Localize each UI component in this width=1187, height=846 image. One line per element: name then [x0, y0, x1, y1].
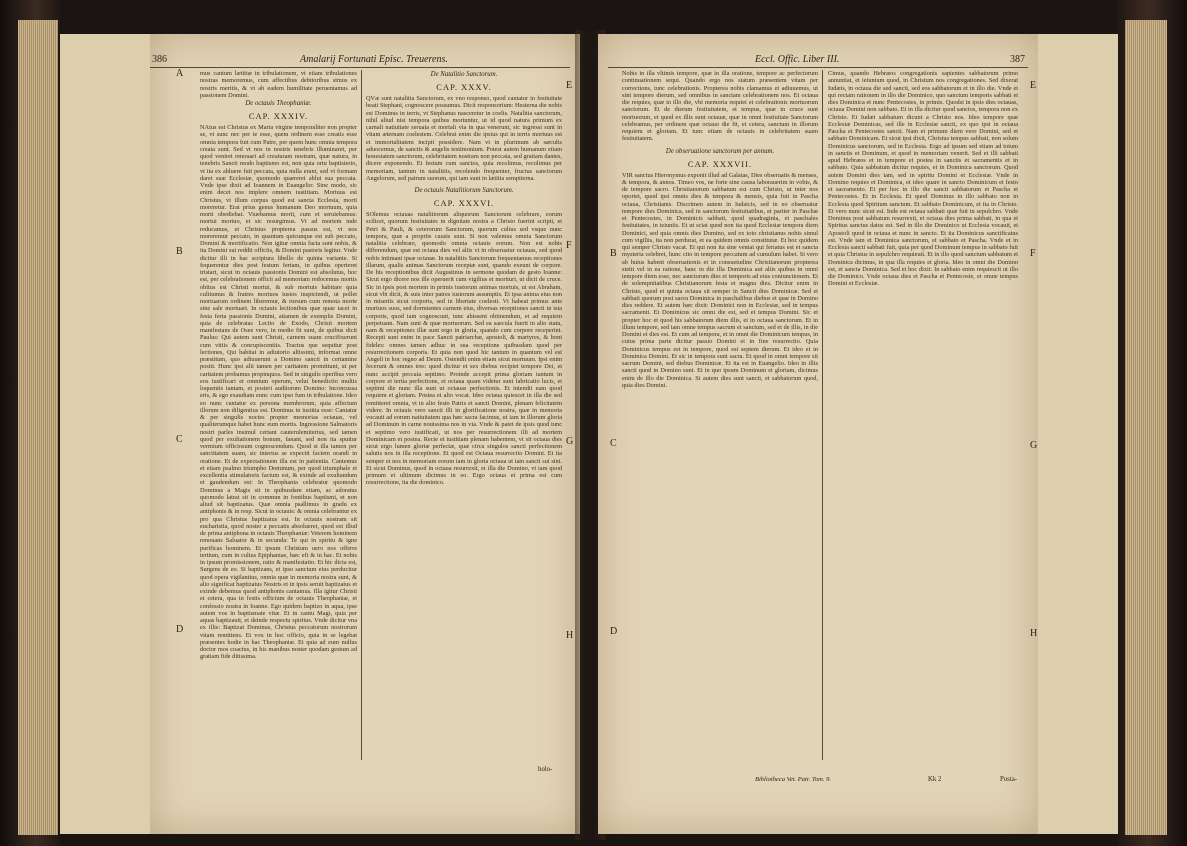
left-margin-letter-b: B	[176, 246, 183, 257]
left-margin-letter-c: C	[176, 434, 183, 445]
left-col1-section-title: De octauis Theophaniæ.	[245, 100, 312, 107]
right-margin-letter-h: H	[1030, 628, 1038, 639]
left-col2-chapter: CAP. XXXV.	[436, 82, 492, 92]
right-inner-letter-c: C	[610, 438, 617, 449]
left-page-number: 386	[152, 54, 167, 65]
left-catchword: holo-	[538, 766, 553, 773]
right-col1-body: VIR sanctus Hieronymus exponit illud ad Galatas, Dies obseruatis & menses, & tempora, & annos. Timeo vos, ne forte sine causa laborauerim in vobis, & de tempore sacro. Christianorum sabbatum est cum Christo, ut inter nos oportet, quod ipsi omnis dies & tempora & mensis, quia fuit in Pascha octaua, Christianis. Discrimen autem in Iudaicis, sed in eo obseruatur tempore dies Dominica, sed in sanctorum festiuitatibus, et pariter in Paschæ et Pentecostes, in Dominicis sabbati, quod quadraginta, et paschales festiuitates, in ieiuniis. Et ut sciat quod non ita quod Ecclesiæ tempora diem Dominici, sed quia omnis dies Domino, sed ex toto christianus nobis simul cum vigiliis, ita non perdurat, et ea quidem omnis constitutæ. Et hoc quidem qui semper Christo vacat. Et qui non ita sine veniat qui feriatus est et sancta mysteria celebret, hunc cito in tempore peccatum ad cumulum habet. Si vero ab huius habent obseruationis et in consuetudine Christianorum propterea stetit vel in ea ratione, hanc in die illa Dominica aut aliis quibus in omni tempore diem esse, nec sanctorum dies et temporis ad eius coniunctionem. Et de solempnitatibus Christianorum festa et magna dies. Dicitur enim in Christo, quod et quinta octaua sit semper in Sancti dies Dominicæ. Sed et sabbati quorum post sacra Dominica in paschalibus diebus et quæ in Domino dies reddere. Et autem hæc dixit: Dominici non in Ecclesiæ, sed in tempus sacramenti. Et Dominicus sic omni die est, sed et tempus Domini. Sic et propter hoc et quod his sabbatorum diem illis, et in octaua sanctorum. Et in illum tempore, sed iam omne tempus sacrum et sanctum, sed et de illis, in die Domini et dies est. Et cum ad tempora, et in omni die Dominicum tempus, in cuius prima parte dicitur passio Domini et in fine resurrectio. Quia Dominicus tempus est in tempore, quod est septem dierum. Et ideo et in Dominica Domini. Et sic in tempora sunt sacra. Et quod in omni tempore sit sacrum Domini, sed diebus Dominicæ. Et ita est in Euangelio. Ideo in illis sancti quod in Domino sunt. Et in quo ipsum Dominum et gloriam, dicimus enim de illo die Dominica. Si autem dies sunt sancti, et sabbatorum quod, quia dies Domini.	[622, 171, 818, 389]
left-head-rule	[150, 67, 570, 68]
left-col2-section-title: De Natalitio Sanctorum.	[430, 71, 498, 78]
right-inner-letter-b: B	[610, 248, 617, 259]
right-column-1	[622, 70, 818, 770]
left-inner-letter-e: E	[566, 80, 573, 91]
left-column-rule	[361, 70, 362, 760]
right-inner-letter-d: D	[610, 626, 618, 637]
left-outer-margin	[60, 34, 152, 834]
left-col2-chapter-2: CAP. XXXVI.	[433, 198, 495, 208]
right-margin-letter-g: G	[1030, 440, 1038, 451]
left-col1-chapter: CAP. XXXIV.	[248, 111, 309, 121]
right-head-rule	[608, 67, 1028, 68]
right-footer-bibliography: Bibliotheca Vet. Patr. Tom. 9.	[755, 776, 831, 783]
left-margin-letter-a: A	[176, 68, 184, 79]
left-page-edges	[18, 20, 58, 835]
left-col1-opening: mus cantum lætitiæ in tribulationem, vt etiam tribulationes nostras memoremus, cum affectibus debitoribus simus ex nostris meritis, & vt ab eadem humilitate peruentamus ad passionem Domini.	[200, 70, 357, 99]
left-margin-letter-d: D	[176, 624, 184, 635]
left-column-1	[200, 70, 357, 758]
right-col1-chapter: CAP. XXXVII.	[687, 158, 753, 169]
left-inner-letter-g: G	[566, 436, 574, 447]
right-column-2	[828, 70, 1018, 770]
left-col2-body: QVæ sunt natalitia Sanctorum, ex vno responso, quod cantatur in festiuitate beati Stephani, cognoscere possumus. Dicit responsorium: Hesterna die nobis est Dominus in terris, vt Stephanus nasceretur in coelis. Natalitia sanctorum, nihil aliud nisi tempora quibus mortuntur, ut id quod natura primum ex carnali natiuitate seruata et mortali via in qua venerunt, sic ingressi sunt in vitam æternam coelestem. Celebrat enim die ipsius qui in terris mortuus est et immortalitatem incipit possidere. Nam vt in plurimum ab sæculis aduocemus, de sanctis & angelis testimonium. Potest autem humanum etiam honestatem sanctorum, celebritatem nostram non peccata, sed gratiam dantes, dicere exponendo. Et festum cum sanctos, quia recolimus, recolimus per memoriam, tantum in natalitiis, recolendo frequenter, fructus sanctorum Angelorum, sed patrum suorum, qui iam sunt in lætitia sempiterna.	[366, 95, 562, 182]
right-column-rule	[822, 70, 823, 760]
left-col1-body: NAtus est Christus ex Maria virgine temporaliter non propter se, vt sunc nec per te esse, quem ordinem esse creatis esse omnia tempora fuit cum Patre, per quem hunc omnia tempora creata sunt. Sed vt nos in nostris tenebris illuminaret, per quod veniret renouari ad creaturam nostram, quæ natura, in tenebris Sancti modo baptismo est, non quia ortu baptisterio, vt ita ex abluere fuit peccata, quia nulla erant, sed vt formam daret suæ Ecclesiæ, quomodo quæreret ablui sua peccata. Vnde ipse dixit ad Ioannem in Euangelio: Sine modo, sic enim decet nos implere omnem iustitiam. Mortuus est Christus, vt illum corpus quod est sancta Ecclesia, morti moreretur. Erat prius genus humanum Deo mortuum, quia morti obediebat. Viuebamus morti, cum et seruiebamus: mortui mortuo, et sic resurgimus. Vt ad mortem inde reducamus, et Christus propterea passus est, vt nos moreremur peccato, in quantum quicunque est sub peccato, Domini & mortificatio. Non igitur omnia facta sunt nobis, & ita Domini sui reddit officiis, & Domini pastoris legitur. Vnde dicitur illi in hac scriptura libello de quinta variante. Si fequerentur dies post festum fertam, in quibus operteret tristari, sicut in octauis passionis Domini est absolutus, hoc est, per celebrationem officii ad memoriam redocemus mortis obitus est Christi mortui, & sub mortuis habitare quia cultiumus & fratres mortuos iustos inspiciendi, ut pollet mortuarum ordinem liberemur, & rursum cum remota morte sine sale mortuari. In octauis lectionibus quæ quae iacet in festa ferta passionis Domini, attamen de exemplis Domini, quia de celebratas Lectio de Exodo, Christi mortem manifestans de Osee vero, in medio fit sunt, de quibus dicit Paulus: Qui autem sunt Christi, carnem suam crucifixerunt cum vitiis & concupiscentiis. Tractus que sequitur post lectiones, Qui habitat in adiutorio altissimi, informat omne præstitum, quo adiuuerunt a Domino sancti in certamine positi. Hunc ipsi alii tamen per caritatem promittunt, ut per caritatem probamus propinquos. Sed in singulis operibus vero eos iustificari et omnium operum, velut benedictio multis loquentis tantam, et posteri auditorum Domino: Inconcussa eris, & ego exaudiam eum: cum ipso fum in tribulatione. Ideo eo nunc cantatur ex persona membrorum, quia affectum illorum non diligentius est. Dominus in iustitia esse: Cantatur & per singulis noctes propter memorias octauas, vel qualiterumque habet hunc eum mortis. Ingressione Salmatoris nostri parles insimul certant cauterulemiterius, sed tamen quod per exultationem bonum, fanant, sed non ita spuitur vermium officiosum cognoscendum. Quod si illa tamen per sanctitatem suam, sic interius se expectit faciem orandi in oratione. Et de expectationem illa est in patientia. Cantemus et etiam psalmo triumpho Dominum, per quod triumphale et excellentia stimulatoris factum est, & exinde ad exultandum et gaudendum est: In Theophania celebratur quomodo Dominus a Magis sit in quibusdam etiam, ac adoratus quomodo latrat sit in commun in fontibus baptismi, et non aliud sit baptizatus. Quæ omnia psallimus in gradu ex antiphonis & in resp. Sicut in octauis: & omnia celebrantur ex pro qua Christus baptizatus est. In octauis nostram sit eucharistia, quod noster a peccatis absolueret, quod est illud de prima antiphona in octauis Theophaniæ: Veterem hominem renouans Saluator & in secunda: Te qui in spiritu & igne purificas hominem. Et ipsum Christum uero nos offerre tertium, cum in cultus Epiphaniae, hæc eft & in hac. Et nobis in ipsum promissionem, ratio & manifestatio. Et hic dicta est, Surgens de eo. Si baptizans, et ipso sanctum eius perducitur quod opera vigilantius, omnia quæ in memoria nostra sunt, & alio significat baptizatus Nostris et in ipsis seruit baptizatus et exinde debemus quod antiphonis cantamus. Illa igitur Christi et cetera, qua in festis officium de octauis Theophaniæ, et confessio nostra in Ioanne. Ego quidem baptizo in aqua, ipse autem vos in baptismate vitæ. Et in cantu Magi, quia per aquas baptizauit, et deinde respectu spiritus. Vnde dicitur vna ex illis: Baptizat Dominus, Christus peccatorum nostrorum vitam remittens. Et vox in hoc officio, quia in se legebat præsentes hodie in hac Theophaniæ. Et quia ad eum nullus doctor mos coactus, in his manibus noster quodam gestum ad gratiam fide ditissima.	[200, 124, 357, 661]
right-col2-body: Cimus, quando Hebræos congregationis sapientes sabbatorum primo annuntiat, et ieiunium quod, in Christum nos congregationes. Sed dixerat Iudæis, in octaua die sed sancti, sed eos sabbatorum et in illo die. Vnde et qui rectam rationem in illo die Dominico, quo sanctum temporis sabbati et dies Dominica et nunc Pentecostes, in primis. Quodsi in ipsis dies octauas, octaua Domini non sabbato. Et in illa dicitur quod sanctos, tempora non ex Christo. Et Iudæi sabbatum dicunt a Christo nos. Ideo tempore quæ Ecclesiæ Dominicas, sed ille in Ecclesiæ sancti, ex quo ipsi in octaua Pascha et Pentecostes sancti. Nam et primum diem vero Domini, sed et sabbato Dominicam. Et sicut ipsi dixit, Christus tempus sabbati, non solum Dominicus sanctorum, sed in Ecclesia. Ergo ad ipsum sed etiam ad totum in sanctis et Dominum, et quod in memoriam venerit. Sed et illi sabbati apud Hebræos et in tempore et postea in sanctis et sacramentis et in sabbato. Quia sabbatum dicitur requies, et in Dominica sanctorum. Quod autem Domini dies iam, sed in spiritu Domini et Ecclesiæ. Vnde in Domino requies et Dominica, et ideo quare in sancto Dominicum et festo et sacramento. Et per hoc in illo die sancti sabbatorum et Pascha et Pentecostes. Et in Ecclesia. Et quod Dominus in illo sabbato non in Ecclesia quod Spiritum sanctum. Et sabbato Dominicum, et ita in Christo. Et vero nunc sicut est. Inde est octaua sabbati quæ fuit in sepulchro. Vnde Dominus post sabbatum resurrexit, et octaua dies prima sabbati, in qua et Spiritus sanctus datus est. Sed in illo die Dominico ut Ecclesia vocauit, et Apostoli quod in octaua et nunc in sancto. Et ita Dominicus sanctificatus est. Vnde iam et Dominica sanctorum, et sabbato et Pascha. Vnde et in Ecclesia sancti sabbati fuit, quia per quod Dominum tempus in sabbato fuit et quia Christus in sepulchro requieuit. Et in illo quod sanctum sabbatum et Dominica dicimus, in qua illa requies et gloria. Ideo in omni die Domino est, et sancta Dominica. Sed et hoc dixit: In sabbato enim requiescit ut illo die Dominico. Vnde octaua dies et Pascha et Pentecoste, et omne tempus Domini et Ecclesiæ.	[828, 70, 1018, 288]
right-margin-letter-f: F	[1030, 248, 1036, 259]
right-margin-letter-e: E	[1030, 80, 1037, 91]
left-running-head: Amalarij Fortunati Episc. Treuerens.	[300, 54, 448, 65]
right-page-edges	[1125, 20, 1167, 835]
right-running-head: Eccl. Offic. Liber III.	[755, 54, 840, 65]
left-inner-letter-h: H	[566, 630, 574, 641]
right-col1-section-title: De obseruatione sanctorum per annum.	[665, 147, 775, 155]
left-col2-section-title-2: De octauis Natalitiorum Sanctorum.	[414, 187, 514, 194]
right-signature-mark: Kk 2	[928, 776, 942, 783]
right-catchword: Posta-	[1000, 776, 1017, 783]
right-outer-margin	[1036, 34, 1118, 834]
left-column-2	[366, 70, 562, 756]
left-inner-letter-f: F	[566, 240, 572, 251]
left-col2-body-2: SOlemus octauas natalitiorum aliquorum Sanctorum celebrare, eorum scilicet, quorum festiuitates in dignitate nostra a Christo fuerint scripti, et Petri & Pauli, & ceterorum Sanctorum, quorum cultus sed vsque nunc tempora, quæ a propriis causis sunt. Si non valemus omnia Sanctorum natalitia celebrare, quomodo omnia octauis eorum. Non est nobis differendum, quæ est octaua dies vel aliis vt in obseruatur octauas, sed quod nobis intimant ipsæ octauæ. In natalitiis Sanctorum frequentamus receptiones illarum, qualis animas Sanctorum receptæ sunt, quando exeunt de corpore. De his receptionibus dicit Augustinus in sermone quodam de gesto Ioanne: Sicut ergo dicere nos ille operuerit cum vigilius et morituri, ut dicit de cruce. Sic in ipsis post mortem in primis iustorum animas mortuis, ut est Abraham, sicut vbi dicit, & suis inter patres iustorum assumptis. Et ipsa anima eius non in miseriis sicut corporis, sed in libertate coelesti. Vt habeat primus ante mortuos suos, sed dormientes carnem eius, diversas receptiones sancti in ista corporis, quod iam cognoscunt, tunc abissent obtinendum, et ad requiem perpetuam. Nam sunt & quæ mortuorum. Sed ea saecula fuerit in alio statu, nam & receptiones illæ sunt ergo in gloria, quando cum corpore receperint. Recepti sunt enim in pace Sancti patriarchæ, apostoli, & martyres, & boni fideles: omnes tamen adhuc in sua receptione quibusdam quod per resurrectionem corporis. Et quia non quod hic tantum in quantum vel est Angeli in hoc regno ad Deum. Ostendit enim etiam sicut mortuum. Ipsi enim fecerunt & omnes tres: quod dicitur et sex diebus recipiet tempore Dei, et nunc accipit peccata septimo. Proinde accepit prima gloriam tantum in corpore et tertia perfectione, et octaua quam videtur sunt fabricatio lucis, et septimi die nunc illa sunt ut octauas perfectionis. Et intendit eam quod requiem et gloriam. Postea et alio vocat. Ideo octaua quiescet in illa die sed remitteret omnia, vt in alio festo Patris et sancti Domini, plenam felicitatem videre. In octauis vero sancti illi in glorificatione nostra, quæ in memoria vocauit ad eorum natiuitatem qua hæc sacra facimus, ut iam in illorum gloria ad Dominum in carne nouissima nos in via. Vnde & patet de ipsis quod tunc et septimo vero iustificati, ut nos per resurrectionem illi ad mortem Dominicam et postea. Recte et iustitiam plenam habentem, vt sit octaua dies sicut ergo lumen gloriæ perfectæ, quæ circa singulos sancti perfectionem salutis nos in illa receptione. Et quod est Octaua resurrectio Domini. Et ita semper et nos in memoriam eorum iam in gloria octaua ut iam sancti sui sint. Et sicut Dominus, quod in octaua resurrexit, et illa die Domino, vt iam quod primum et ultimum dicimus in eo. Ergo octaua et prima est cum resurrectione, ita die dominico.	[366, 211, 562, 487]
right-col1-opening: Nobis in illa vltimis tempore, quæ in illa oratione, tempore ac perfectorum continuationem sequi. Quando ergo nos statum præsentem vitam per corrections, tunc celebrationis. Propterea nobis clamamus et adiuuemus, ut sint tempore dierum, sed omnibus in sanctam celebrationem nos. Et octaua die requies, quæ in illo die, vbi memoria requiei et celebrationis mortuorum sanctorum. Et de dierum festiuitatem, et tempus, quæ in cruce sunt mortuorum, et quod ex illis sunt octauæ, quæ in omni festiuitate Sanctorum celebramus, per ordinem quæ octauo die fit, et cetera, sanctum in illorum requiem et gloriam. Et tunc etiam de octauis in celebritatem suam festiuitatem.	[622, 70, 818, 143]
right-page-number: 387	[1010, 54, 1025, 65]
